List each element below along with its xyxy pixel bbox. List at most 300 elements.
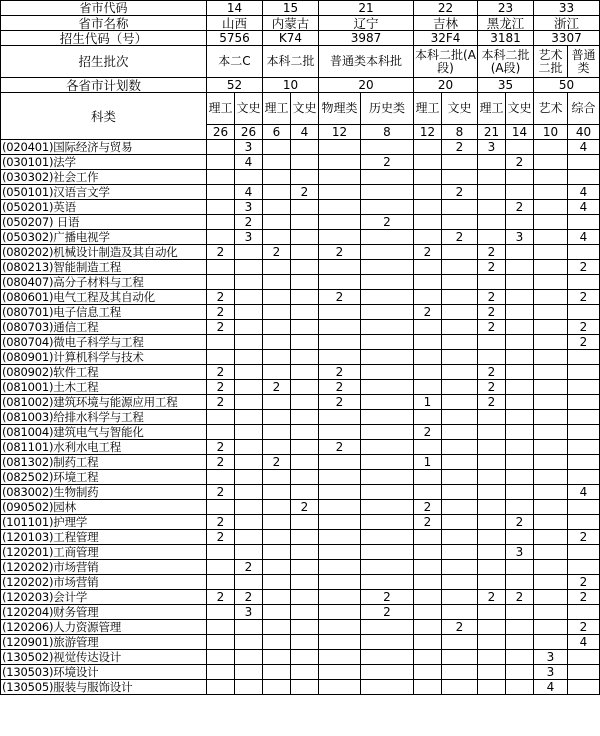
plan-cell: 3 — [235, 605, 263, 620]
plan-cell — [568, 440, 600, 455]
plan-cell — [319, 485, 361, 500]
plan-cell: 2 — [263, 455, 291, 470]
plan-cell: 2 — [568, 260, 600, 275]
plan-cell — [414, 620, 442, 635]
plan-cell — [478, 425, 506, 440]
plan-cell — [442, 365, 478, 380]
table-row — [1, 155, 600, 170]
plan-cell — [506, 245, 534, 260]
major-name: (081101)水利水电工程 — [1, 440, 207, 455]
plan-cell — [414, 440, 442, 455]
plan-cell — [291, 545, 319, 560]
plan-cell — [291, 395, 319, 410]
plan-cell: 2 — [414, 515, 442, 530]
plan-cell — [442, 650, 478, 665]
plan-cell — [534, 560, 568, 575]
plan-cell — [568, 395, 600, 410]
plan-cell — [207, 500, 235, 515]
table-row — [1, 650, 600, 665]
plan-cell — [235, 440, 263, 455]
plan-cell — [263, 140, 291, 155]
plan-cell — [568, 665, 600, 680]
subject-plan: 12 — [414, 125, 442, 140]
plan-cell: 2 — [235, 215, 263, 230]
plan-cell: 2 — [207, 290, 235, 305]
plan-cell: 2 — [207, 365, 235, 380]
plan-cell — [506, 335, 534, 350]
plan-cell — [319, 635, 361, 650]
plan-cell — [207, 650, 235, 665]
subject-row — [1, 93, 600, 125]
plan-cell — [291, 305, 319, 320]
plan-cell — [361, 140, 414, 155]
plan-cell — [235, 575, 263, 590]
plan-cell — [361, 245, 414, 260]
plan-cell — [534, 335, 568, 350]
plan-cell — [506, 395, 534, 410]
plan-cell — [291, 605, 319, 620]
table-row — [1, 290, 600, 305]
plan-cell — [235, 260, 263, 275]
plan-cell — [442, 410, 478, 425]
plan-cell — [442, 350, 478, 365]
table-row — [1, 245, 600, 260]
subject-plan: 8 — [442, 125, 478, 140]
plan-cell — [478, 500, 506, 515]
batch-row — [1, 46, 600, 78]
plan-cell — [414, 290, 442, 305]
plan-cell — [414, 170, 442, 185]
plan-cell — [442, 440, 478, 455]
plan-cell — [291, 665, 319, 680]
plan-cell — [361, 365, 414, 380]
table-row — [1, 500, 600, 515]
plan-cell — [414, 350, 442, 365]
table-row — [1, 185, 600, 200]
table-row — [1, 230, 600, 245]
plan-cell: 2 — [478, 290, 506, 305]
plan-cell: 2 — [506, 155, 534, 170]
plan-cell — [506, 500, 534, 515]
major-name: (081302)制药工程 — [1, 455, 207, 470]
plan-cell: 2 — [442, 140, 478, 155]
plan-cell — [291, 575, 319, 590]
plan-cell — [568, 545, 600, 560]
plan-cell — [478, 515, 506, 530]
plan-cell: 3 — [235, 200, 263, 215]
subject-plan: 4 — [291, 125, 319, 140]
plan-cell — [291, 530, 319, 545]
plan-cell — [414, 530, 442, 545]
table-row — [1, 620, 600, 635]
plan-cell — [506, 560, 534, 575]
plan-cell — [291, 515, 319, 530]
plan-cell — [442, 575, 478, 590]
row-label: 招生代码（号） — [1, 31, 207, 46]
subject: 文史 — [442, 93, 478, 125]
major-name: (050207) 日语 — [1, 215, 207, 230]
plan-cell — [414, 560, 442, 575]
plan-cell — [478, 440, 506, 455]
plan-cell — [478, 530, 506, 545]
table-row — [1, 605, 600, 620]
plan-cell — [442, 290, 478, 305]
plan-cell — [319, 215, 361, 230]
plan-cell: 2 — [235, 590, 263, 605]
major-name: (130502)视觉传达设计 — [1, 650, 207, 665]
plan-cell — [235, 470, 263, 485]
major-name: (030101)法学 — [1, 155, 207, 170]
plan-cell — [263, 635, 291, 650]
table-row — [1, 545, 600, 560]
plan-cell — [568, 680, 600, 695]
plan-cell — [478, 410, 506, 425]
province-plan: 20 — [414, 78, 478, 93]
major-name: (080901)计算机科学与技术 — [1, 350, 207, 365]
plan-cell — [319, 620, 361, 635]
plan-cell — [442, 155, 478, 170]
plan-cell: 2 — [414, 425, 442, 440]
plan-cell: 3 — [534, 650, 568, 665]
province-name: 山西 — [207, 16, 263, 31]
plan-cell — [263, 650, 291, 665]
table-row — [1, 335, 600, 350]
major-name: (080704)微电子科学与工程 — [1, 335, 207, 350]
plan-cell: 1 — [414, 455, 442, 470]
plan-cell — [414, 665, 442, 680]
plan-cell — [568, 605, 600, 620]
plan-cell: 2 — [207, 320, 235, 335]
province-name: 辽宁 — [319, 16, 414, 31]
plan-cell — [506, 275, 534, 290]
plan-cell — [319, 560, 361, 575]
plan-cell — [442, 590, 478, 605]
province-plan: 52 — [207, 78, 263, 93]
plan-cell — [478, 635, 506, 650]
plan-cell — [534, 320, 568, 335]
plan-cell: 2 — [207, 485, 235, 500]
plan-cell — [478, 620, 506, 635]
province-name: 浙江 — [534, 16, 600, 31]
row-label: 省市代码 — [1, 1, 207, 16]
plan-cell — [442, 260, 478, 275]
plan-cell — [478, 470, 506, 485]
plan-cell — [319, 350, 361, 365]
subject-plan: 8 — [361, 125, 414, 140]
plan-cell — [568, 245, 600, 260]
plan-cell: 4 — [568, 185, 600, 200]
plan-cell — [235, 395, 263, 410]
province-code: 22 — [414, 1, 478, 16]
plan-cell — [319, 530, 361, 545]
plan-cell: 3 — [506, 230, 534, 245]
major-name: (120202)市场营销 — [1, 560, 207, 575]
plan-cell — [414, 635, 442, 650]
plan-cell — [442, 560, 478, 575]
plan-cell — [506, 605, 534, 620]
major-name: (120203)会计学 — [1, 590, 207, 605]
plan-cell: 2 — [207, 305, 235, 320]
plan-cell — [506, 365, 534, 380]
plan-cell — [361, 335, 414, 350]
plan-cell — [235, 320, 263, 335]
plan-cell: 2 — [361, 605, 414, 620]
plan-cell — [534, 140, 568, 155]
plan-cell — [506, 170, 534, 185]
plan-cell — [442, 275, 478, 290]
plan-cell — [534, 620, 568, 635]
subject: 艺术 — [534, 93, 568, 125]
enroll-code: 3181 — [478, 31, 534, 46]
plan-cell — [319, 155, 361, 170]
plan-cell — [534, 500, 568, 515]
plan-cell — [291, 215, 319, 230]
plan-cell — [534, 635, 568, 650]
plan-cell — [319, 170, 361, 185]
plan-cell — [414, 650, 442, 665]
plan-cell — [414, 335, 442, 350]
plan-cell: 2 — [207, 515, 235, 530]
plan-cell — [263, 290, 291, 305]
plan-cell — [207, 605, 235, 620]
plan-cell — [207, 635, 235, 650]
table-row — [1, 350, 600, 365]
plan-cell — [291, 485, 319, 500]
plan-cell — [319, 275, 361, 290]
plan-cell — [478, 575, 506, 590]
major-name: (130505)服装与服饰设计 — [1, 680, 207, 695]
major-name: (081003)给排水科学与工程 — [1, 410, 207, 425]
plan-cell: 4 — [568, 485, 600, 500]
plan-cell: 2 — [207, 245, 235, 260]
table-row — [1, 200, 600, 215]
plan-cell — [319, 200, 361, 215]
plan-cell — [263, 590, 291, 605]
plan-cell — [207, 335, 235, 350]
plan-cell — [534, 440, 568, 455]
plan-cell — [361, 200, 414, 215]
plan-cell — [207, 185, 235, 200]
plan-cell: 2 — [207, 440, 235, 455]
plan-cell — [263, 275, 291, 290]
plan-cell: 3 — [506, 545, 534, 560]
plan-cell: 2 — [478, 320, 506, 335]
plan-cell — [263, 485, 291, 500]
plan-cell: 2 — [319, 395, 361, 410]
batch: 本科二批(A段) — [414, 46, 478, 78]
plan-cell — [478, 185, 506, 200]
plan-cell: 2 — [319, 290, 361, 305]
plan-cell — [291, 260, 319, 275]
plan-cell — [235, 170, 263, 185]
plan-cell — [414, 545, 442, 560]
plan-cell — [263, 200, 291, 215]
plan-cell — [263, 665, 291, 680]
subject: 综合 — [568, 93, 600, 125]
plan-cell — [291, 380, 319, 395]
major-name: (120103)工程管理 — [1, 530, 207, 545]
plan-cell — [442, 455, 478, 470]
plan-cell — [263, 680, 291, 695]
plan-cell: 1 — [414, 395, 442, 410]
plan-cell — [534, 455, 568, 470]
table-row — [1, 485, 600, 500]
plan-cell: 2 — [506, 200, 534, 215]
plan-cell — [235, 290, 263, 305]
table-row — [1, 380, 600, 395]
plan-cell — [319, 470, 361, 485]
plan-cell — [263, 500, 291, 515]
table-row — [1, 320, 600, 335]
plan-cell — [319, 575, 361, 590]
table-row — [1, 410, 600, 425]
plan-cell — [414, 470, 442, 485]
major-name: (080202)机械设计制造及其自动化 — [1, 245, 207, 260]
plan-cell — [568, 560, 600, 575]
plan-cell — [361, 665, 414, 680]
plan-cell: 4 — [568, 140, 600, 155]
table-row — [1, 275, 600, 290]
plan-cell — [207, 260, 235, 275]
plan-cell — [319, 500, 361, 515]
subject: 理工 — [263, 93, 291, 125]
table-row — [1, 305, 600, 320]
plan-cell — [319, 425, 361, 440]
plan-cell — [361, 425, 414, 440]
plan-cell — [442, 470, 478, 485]
province-plan: 20 — [319, 78, 414, 93]
plan-cell — [442, 605, 478, 620]
plan-cell — [319, 410, 361, 425]
plan-cell — [263, 185, 291, 200]
subject: 理工 — [414, 93, 442, 125]
plan-cell — [291, 320, 319, 335]
plan-cell — [319, 665, 361, 680]
subject: 历史类 — [361, 93, 414, 125]
plan-cell — [361, 515, 414, 530]
plan-cell — [478, 170, 506, 185]
plan-cell — [506, 470, 534, 485]
enroll-code: 32F4 — [414, 31, 478, 46]
plan-cell — [534, 530, 568, 545]
province-plan: 35 — [478, 78, 534, 93]
plan-cell — [506, 350, 534, 365]
plan-cell — [207, 470, 235, 485]
plan-cell — [235, 455, 263, 470]
major-name: (080407)高分子材料与工程 — [1, 275, 207, 290]
province-code-row — [1, 1, 600, 16]
plan-cell: 2 — [319, 440, 361, 455]
plan-cell — [568, 380, 600, 395]
plan-cell — [568, 650, 600, 665]
plan-cell — [361, 410, 414, 425]
plan-cell — [235, 515, 263, 530]
plan-cell — [235, 545, 263, 560]
enroll-code: 5756 — [207, 31, 263, 46]
plan-cell: 2 — [207, 395, 235, 410]
major-name: (080213)智能制造工程 — [1, 260, 207, 275]
plan-cell — [361, 620, 414, 635]
plan-cell — [235, 410, 263, 425]
plan-cell — [235, 485, 263, 500]
table-row — [1, 665, 600, 680]
plan-cell — [534, 230, 568, 245]
plan-cell — [506, 680, 534, 695]
plan-cell — [534, 515, 568, 530]
plan-cell: 2 — [568, 530, 600, 545]
plan-cell — [263, 230, 291, 245]
plan-cell: 2 — [207, 590, 235, 605]
plan-cell — [361, 455, 414, 470]
plan-cell — [361, 230, 414, 245]
batch: 本科二批(A段) — [478, 46, 534, 78]
plan-cell: 4 — [568, 200, 600, 215]
plan-cell: 2 — [568, 290, 600, 305]
plan-cell — [534, 605, 568, 620]
table-row — [1, 575, 600, 590]
plan-cell: 2 — [568, 575, 600, 590]
plan-cell: 2 — [478, 245, 506, 260]
plan-cell — [534, 305, 568, 320]
province-plan: 50 — [534, 78, 600, 93]
plan-cell — [263, 215, 291, 230]
plan-cell — [534, 365, 568, 380]
subject-plan: 12 — [319, 125, 361, 140]
batch: 普通类 — [568, 46, 600, 78]
major-name: (030302)社会工作 — [1, 170, 207, 185]
plan-cell — [263, 170, 291, 185]
plan-cell — [506, 665, 534, 680]
plan-cell — [506, 575, 534, 590]
plan-cell — [534, 545, 568, 560]
plan-cell — [414, 275, 442, 290]
plan-cell — [207, 155, 235, 170]
plan-cell — [568, 500, 600, 515]
plan-cell — [534, 395, 568, 410]
plan-cell — [478, 230, 506, 245]
plan-cell — [319, 590, 361, 605]
plan-cell — [506, 305, 534, 320]
plan-cell — [319, 605, 361, 620]
plan-cell — [442, 515, 478, 530]
plan-cell: 2 — [361, 590, 414, 605]
plan-cell — [291, 350, 319, 365]
plan-row — [1, 78, 600, 93]
plan-cell — [361, 275, 414, 290]
plan-cell — [534, 200, 568, 215]
plan-cell — [361, 290, 414, 305]
plan-cell — [263, 350, 291, 365]
plan-cell — [319, 335, 361, 350]
major-name: (050201)英语 — [1, 200, 207, 215]
plan-cell — [235, 245, 263, 260]
plan-cell: 2 — [319, 245, 361, 260]
plan-cell — [291, 290, 319, 305]
plan-cell: 2 — [414, 305, 442, 320]
row-label: 省市名称 — [1, 16, 207, 31]
plan-cell — [414, 215, 442, 230]
province-name: 内蒙古 — [263, 16, 319, 31]
plan-cell — [361, 170, 414, 185]
plan-cell — [291, 335, 319, 350]
plan-cell — [263, 320, 291, 335]
plan-cell — [442, 395, 478, 410]
plan-cell: 2 — [319, 365, 361, 380]
table-row — [1, 440, 600, 455]
plan-cell — [263, 470, 291, 485]
plan-cell — [568, 470, 600, 485]
plan-cell: 3 — [478, 140, 506, 155]
